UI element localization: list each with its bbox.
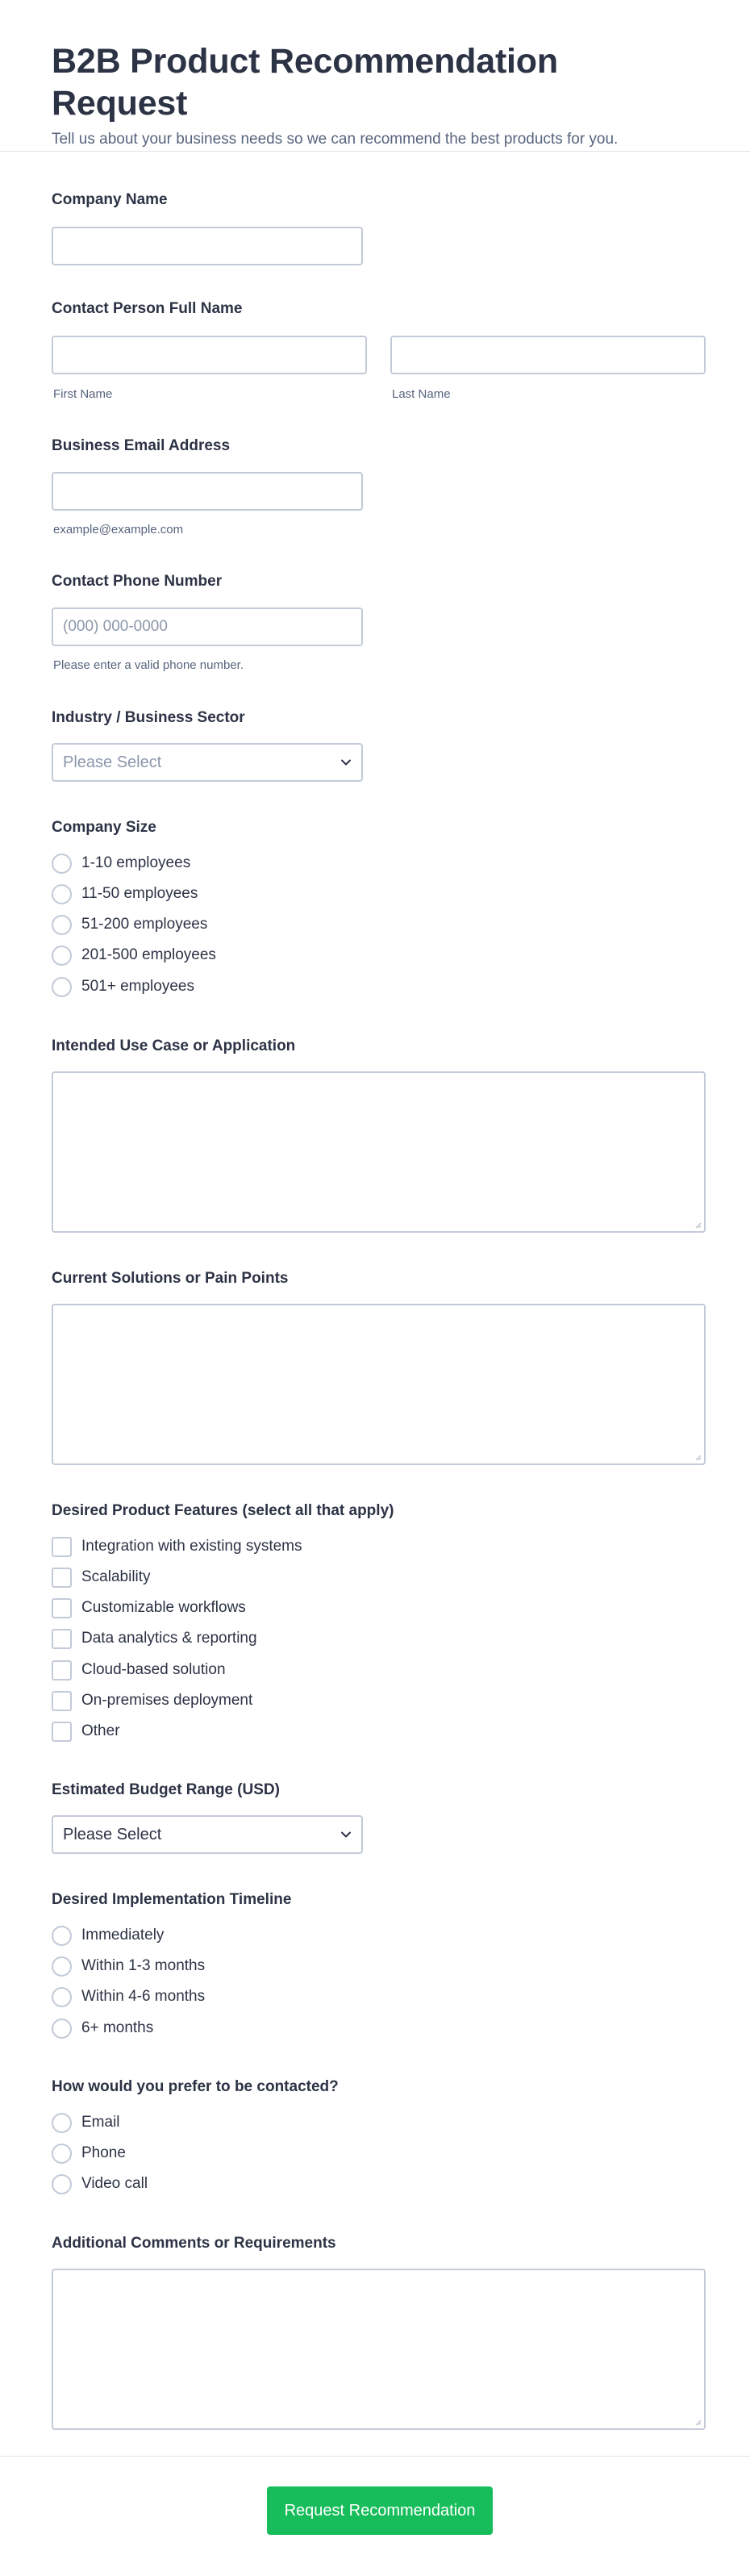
resize-handle-icon[interactable] — [694, 1221, 702, 1229]
form-subtitle: Tell us about your business needs so we can recommend the best products for you. — [52, 131, 619, 148]
option-label: Other — [81, 1722, 120, 1739]
contact-name-label: Contact Person Full Name — [52, 300, 243, 317]
company-size-label: Company Size — [52, 819, 156, 836]
company-name-label: Company Name — [52, 191, 168, 208]
feature-option[interactable] — [52, 1689, 252, 1712]
use-case-textarea[interactable] — [52, 1071, 706, 1233]
option-label: Email — [81, 2114, 120, 2131]
option-label: Data analytics & reporting — [81, 1630, 257, 1647]
budget-selected-value: Please Select — [63, 1825, 162, 1843]
checkbox[interactable] — [52, 1568, 72, 1588]
resize-handle-icon[interactable] — [694, 2418, 702, 2426]
timeline-option[interactable] — [52, 2017, 153, 2040]
option-label: 11-50 employees — [81, 885, 198, 902]
comments-textarea[interactable] — [52, 2269, 706, 2430]
feature-option[interactable] — [52, 1597, 246, 1619]
features-label: Desired Product Features (select all that apply) — [52, 1502, 394, 1519]
checkbox[interactable] — [52, 1629, 72, 1649]
timeline-option[interactable] — [52, 1924, 164, 1947]
option-label: 6+ months — [81, 2019, 154, 2036]
checkbox[interactable] — [52, 1660, 72, 1680]
phone-input[interactable] — [52, 607, 363, 646]
checkbox[interactable] — [52, 1722, 72, 1742]
industry-label: Industry / Business Sector — [52, 709, 245, 726]
radio-button[interactable] — [52, 2174, 72, 2194]
feature-option[interactable] — [52, 1720, 120, 1743]
checkbox[interactable] — [52, 1598, 72, 1618]
radio-button[interactable] — [52, 2113, 72, 2133]
feature-option[interactable] — [52, 1566, 151, 1589]
option-label: 1-10 employees — [81, 854, 191, 871]
option-label: Video call — [81, 2175, 148, 2192]
form-header — [0, 0, 750, 152]
email-sublabel: example@example.com — [53, 523, 184, 536]
radio-button[interactable] — [52, 884, 72, 904]
feature-option[interactable] — [52, 1627, 257, 1650]
option-label: Integration with existing systems — [81, 1538, 302, 1555]
feature-option[interactable] — [52, 1535, 302, 1558]
radio-button[interactable] — [52, 1926, 72, 1946]
pain-points-label: Current Solutions or Pain Points — [52, 1270, 289, 1287]
company-size-option[interactable] — [52, 913, 207, 936]
first-name-input[interactable] — [52, 336, 367, 374]
option-label: Scalability — [81, 1568, 151, 1585]
phone-sublabel: Please enter a valid phone number. — [53, 658, 244, 672]
use-case-label: Intended Use Case or Application — [52, 1037, 296, 1054]
comments-label: Additional Comments or Requirements — [52, 2235, 336, 2252]
chevron-down-icon — [340, 1829, 352, 1840]
feature-option[interactable] — [52, 1659, 226, 1681]
budget-label: Estimated Budget Range (USD) — [52, 1781, 280, 1798]
company-size-option[interactable] — [52, 975, 194, 998]
resize-handle-icon[interactable] — [694, 1453, 702, 1461]
company-size-option[interactable] — [52, 883, 198, 905]
contact-pref-option[interactable] — [52, 2173, 148, 2195]
company-size-option[interactable] — [52, 944, 216, 967]
radio-button[interactable] — [52, 2019, 72, 2039]
pain-points-textarea[interactable] — [52, 1304, 706, 1465]
submit-button[interactable]: Request Recommendation — [267, 2486, 493, 2535]
company-size-option[interactable] — [52, 852, 190, 875]
company-name-input[interactable] — [52, 227, 363, 265]
form-footer — [0, 2456, 750, 2576]
option-label: Cloud-based solution — [81, 1661, 226, 1678]
budget-select[interactable] — [52, 1815, 363, 1854]
option-label: Customizable workflows — [81, 1599, 246, 1616]
last-name-sublabel: Last Name — [392, 387, 451, 401]
contact-pref-option[interactable] — [52, 2142, 126, 2165]
option-label: Within 4-6 months — [81, 1988, 206, 2005]
timeline-label: Desired Implementation Timeline — [52, 1891, 292, 1908]
contact-pref-option[interactable] — [52, 2111, 120, 2134]
radio-button[interactable] — [52, 946, 72, 966]
radio-button[interactable] — [52, 977, 72, 997]
radio-button[interactable] — [52, 1987, 72, 2007]
checkbox[interactable] — [52, 1691, 72, 1711]
option-label: 501+ employees — [81, 978, 194, 995]
option-label: Immediately — [81, 1927, 165, 1943]
radio-button[interactable] — [52, 854, 72, 874]
option-label: 51-200 employees — [81, 916, 208, 933]
option-label: Within 1-3 months — [81, 1957, 206, 1974]
email-input[interactable] — [52, 472, 363, 511]
industry-selected-value: Please Select — [63, 753, 162, 771]
first-name-sublabel: First Name — [53, 387, 113, 401]
radio-button[interactable] — [52, 1956, 72, 1977]
form-title: B2B Product Recommendation Request — [52, 42, 558, 123]
option-label: On-premises deployment — [81, 1692, 253, 1709]
checkbox[interactable] — [52, 1537, 72, 1557]
radio-button[interactable] — [52, 2144, 72, 2164]
timeline-option[interactable] — [52, 1985, 205, 2008]
option-label: Phone — [81, 2144, 126, 2161]
chevron-down-icon — [340, 757, 352, 768]
radio-button[interactable] — [52, 915, 72, 935]
timeline-option[interactable] — [52, 1955, 205, 1977]
option-label: 201-500 employees — [81, 946, 216, 963]
last-name-input[interactable] — [390, 336, 706, 374]
phone-label: Contact Phone Number — [52, 573, 223, 590]
industry-select[interactable] — [52, 743, 363, 782]
contact-pref-label: How would you prefer to be contacted? — [52, 2078, 339, 2095]
email-label: Business Email Address — [52, 437, 231, 454]
